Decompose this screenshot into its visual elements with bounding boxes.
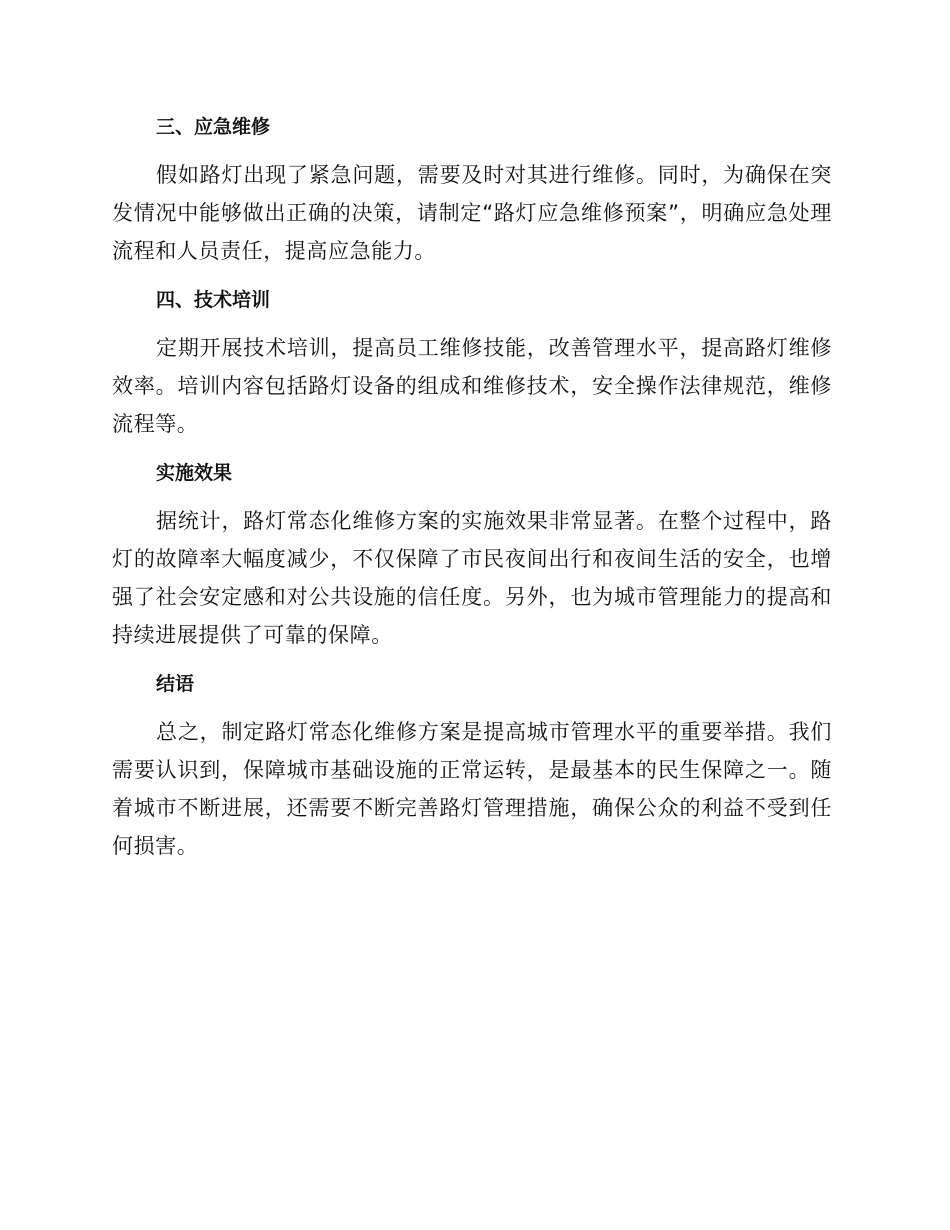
section-heading-technical-training: 四、技术培训 — [156, 289, 271, 311]
section-paragraph-technical-training: 定期开展技术培训，提高员工维修技能，改善管理水平，提高路灯维修效率。培训内容包括路灯设备的组成和维修技术，安全操作法律规范，维修流程等。 — [112, 336, 832, 436]
section-heading-implementation-results: 实施效果 — [156, 462, 233, 484]
section-paragraph-emergency-repair: 假如路灯出现了紧急问题，需要及时对其进行维修。同时，为确保在突发情况中能够做出正确的决策，请制定“路灯应急维修预案”，明确应急处理流程和人员责任，提高应急能力。 — [112, 163, 832, 263]
section-heading-emergency-repair: 三、应急维修 — [156, 116, 271, 138]
section-heading-conclusion: 结语 — [156, 673, 195, 695]
document-body — [112, 108, 832, 865]
section-paragraph-conclusion: 总之，制定路灯常态化维修方案是提高城市管理水平的重要举措。我们需要认识到，保障城市基础设施的正常运转，是最基本的民生保障之一。随着城市不断进展，还需要不断完善路灯管理措施，确保公众的利益不受到任何损害。 — [112, 720, 832, 858]
section-paragraph-implementation-results: 据统计，路灯常态化维修方案的实施效果非常显著。在整个过程中，路灯的故障率大幅度减少，不仅保障了市民夜间出行和夜间生活的安全，也增强了社会安定感和对公共设施的信任度。另外，也为城市管理能力的提高和持续进展提供了可靠的保障。 — [112, 509, 832, 647]
